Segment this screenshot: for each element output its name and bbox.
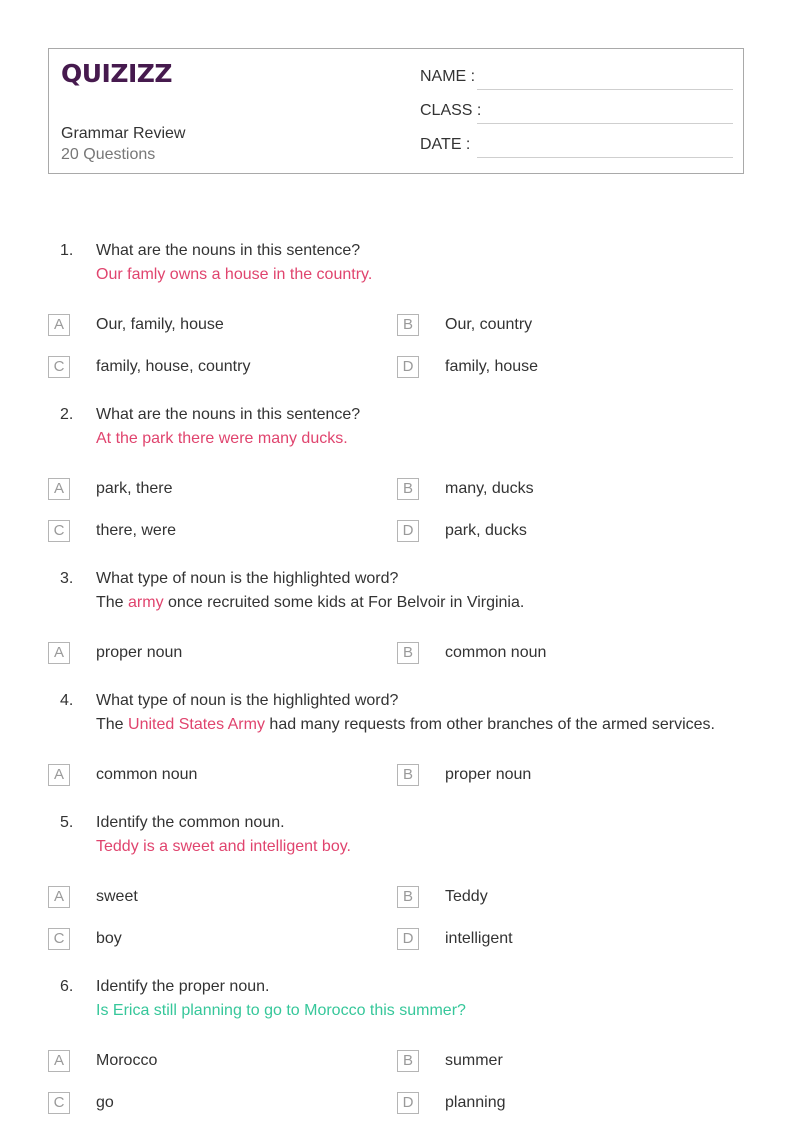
sentence-text: The	[96, 594, 129, 611]
question-number: 5.	[60, 814, 74, 831]
option-text[interactable]: Teddy	[445, 888, 488, 905]
sentence-highlight: Teddy is a sweet and intelligent boy.	[96, 838, 351, 855]
question-sentence	[96, 430, 348, 448]
question-count: 20 Questions	[61, 146, 156, 163]
option-letter-box[interactable]: B	[397, 314, 419, 336]
question-number: 4.	[60, 692, 74, 709]
option-text[interactable]: Our, family, house	[96, 316, 224, 333]
option-letter-box[interactable]: C	[48, 928, 70, 950]
question-sentence	[96, 266, 372, 284]
sentence-highlight: At the park there were many ducks.	[96, 430, 348, 447]
option-text[interactable]: park, there	[96, 480, 173, 497]
sentence-highlight: Our famly owns a house in the country.	[96, 266, 373, 283]
option-text[interactable]: intelligent	[445, 930, 513, 947]
option-text[interactable]: there, were	[96, 522, 177, 539]
sentence-text: had many requests from other branches of the armed services.	[264, 716, 715, 733]
question-prompt: What are the nouns in this sentence?	[96, 406, 361, 423]
option-text[interactable]: planning	[445, 1094, 506, 1111]
option-letter-box[interactable]: A	[48, 1050, 70, 1072]
class-line[interactable]	[477, 123, 733, 124]
sentence-text: once recruited some kids at For Belvoir in Virginia.	[163, 594, 525, 611]
question-prompt: Identify the common noun.	[96, 814, 285, 831]
question-sentence	[96, 716, 715, 734]
date-label: DATE :	[420, 136, 471, 153]
option-text[interactable]: many, ducks	[445, 480, 534, 497]
option-letter-box[interactable]: A	[48, 314, 70, 336]
quizizz-logo: QUIZIZZ	[61, 59, 173, 88]
option-letter-box[interactable]: A	[48, 642, 70, 664]
question-sentence	[96, 838, 351, 856]
option-text[interactable]: summer	[445, 1052, 503, 1069]
sentence-highlight: army	[128, 594, 164, 611]
question-sentence	[96, 1002, 466, 1020]
option-text[interactable]: boy	[96, 930, 122, 947]
option-letter-box[interactable]: D	[397, 356, 419, 378]
option-letter-box[interactable]: A	[48, 764, 70, 786]
option-letter-box[interactable]: D	[397, 1092, 419, 1114]
option-letter-box[interactable]: A	[48, 886, 70, 908]
name-line[interactable]	[477, 89, 733, 90]
worksheet-header	[48, 48, 744, 174]
worksheet-title: Grammar Review	[61, 125, 186, 142]
option-letter-box[interactable]: A	[48, 478, 70, 500]
question-number: 3.	[60, 570, 74, 587]
option-text[interactable]: family, house	[445, 358, 539, 375]
option-text[interactable]: common noun	[445, 644, 547, 661]
option-letter-box[interactable]: B	[397, 886, 419, 908]
option-letter-box[interactable]: B	[397, 478, 419, 500]
sentence-highlight: United States Army	[128, 716, 265, 733]
question-prompt: What type of noun is the highlighted word?	[96, 570, 399, 587]
question-number: 2.	[60, 406, 74, 423]
option-text[interactable]: Morocco	[96, 1052, 158, 1069]
question-number: 1.	[60, 242, 74, 259]
option-text[interactable]: proper noun	[96, 644, 183, 661]
option-text[interactable]: park, ducks	[445, 522, 527, 539]
question-prompt: What are the nouns in this sentence?	[96, 242, 361, 259]
option-text[interactable]: family, house, country	[96, 358, 251, 375]
option-letter-box[interactable]: B	[397, 1050, 419, 1072]
name-label: NAME :	[420, 68, 476, 85]
option-letter-box[interactable]: C	[48, 520, 70, 542]
option-text[interactable]: common noun	[96, 766, 198, 783]
option-letter-box[interactable]: B	[397, 642, 419, 664]
option-letter-box[interactable]: C	[48, 1092, 70, 1114]
question-number: 6.	[60, 978, 74, 995]
date-line[interactable]	[477, 157, 733, 158]
option-letter-box[interactable]: D	[397, 520, 419, 542]
option-letter-box[interactable]: B	[397, 764, 419, 786]
sentence-highlight: Is Erica still planning to go to Morocco this summer?	[96, 1002, 466, 1019]
option-letter-box[interactable]: C	[48, 356, 70, 378]
question-prompt: What type of noun is the highlighted word?	[96, 692, 399, 709]
class-label: CLASS :	[420, 102, 482, 119]
question-prompt: Identify the proper noun.	[96, 978, 270, 995]
option-text[interactable]: proper noun	[445, 766, 532, 783]
option-text[interactable]: go	[96, 1094, 114, 1111]
option-letter-box[interactable]: D	[397, 928, 419, 950]
option-text[interactable]: Our, country	[445, 316, 533, 333]
sentence-text: The	[96, 716, 129, 733]
option-text[interactable]: sweet	[96, 888, 138, 905]
question-sentence	[96, 594, 524, 612]
